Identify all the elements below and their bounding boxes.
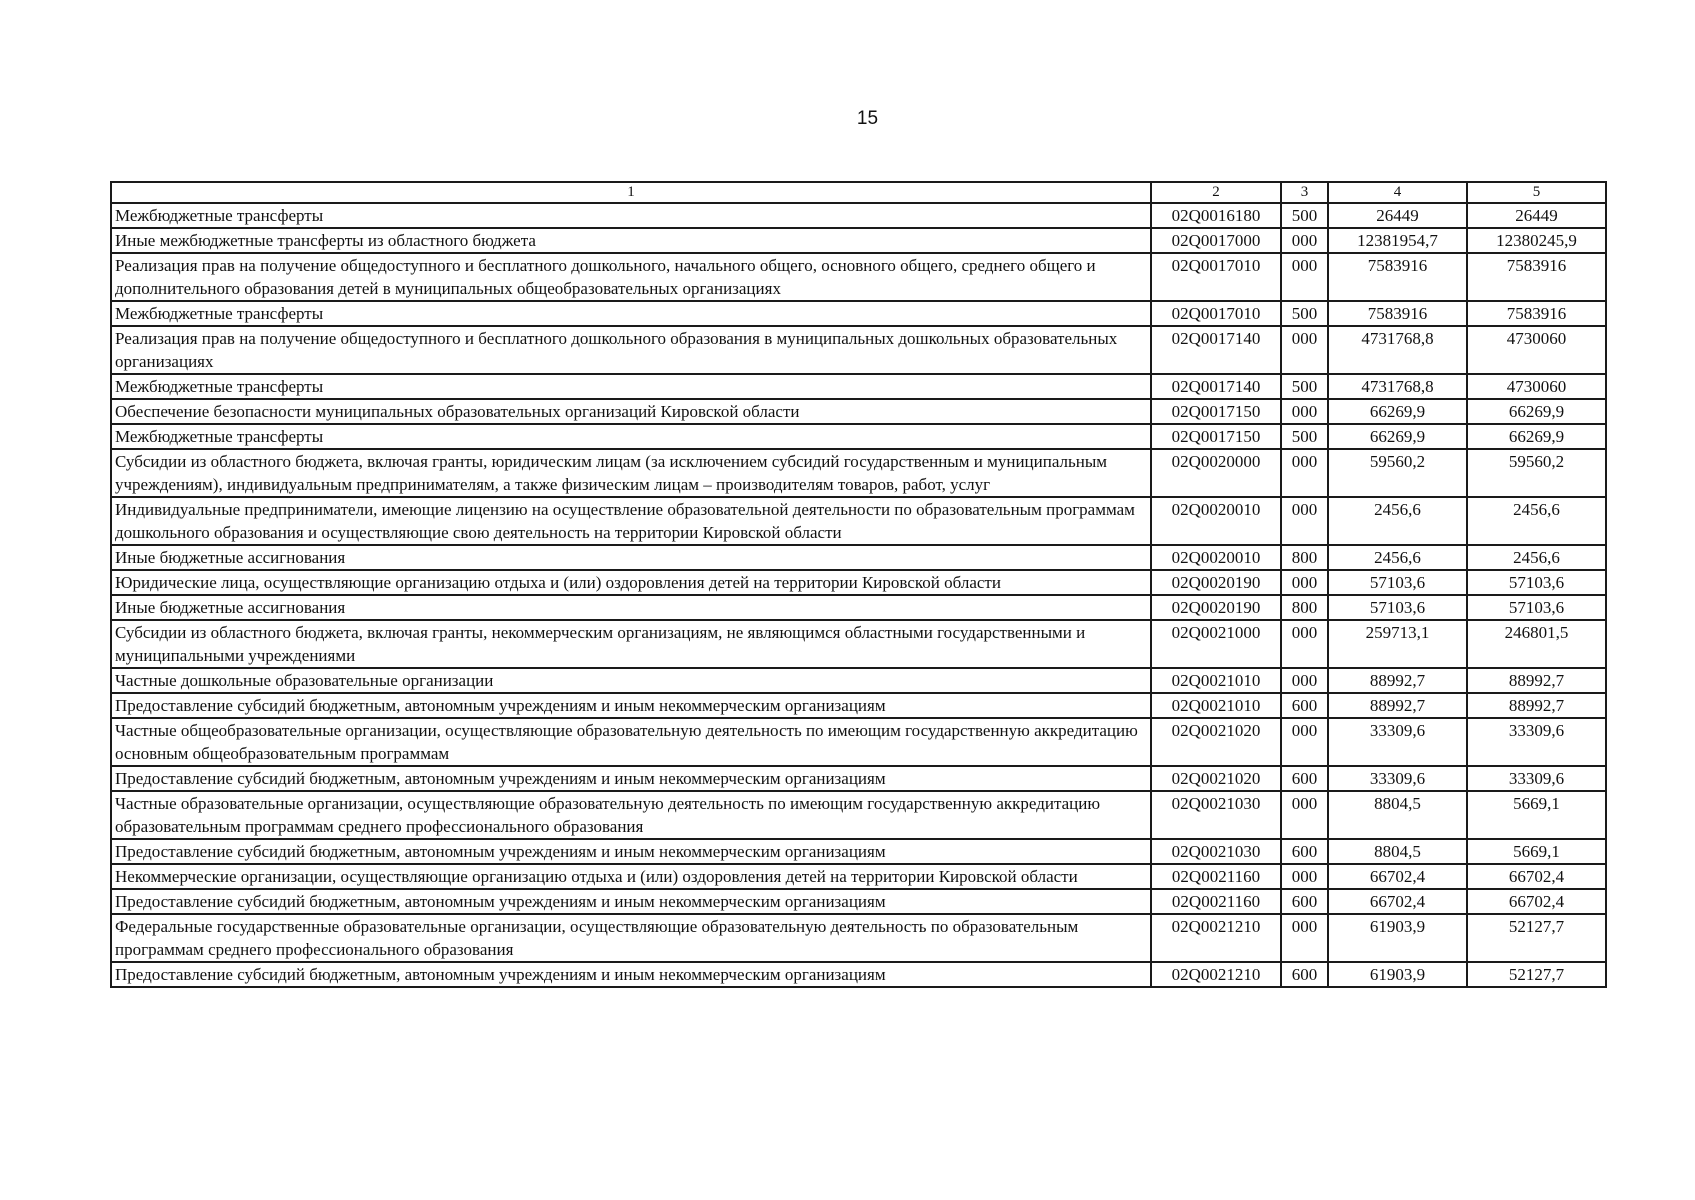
- row-value-4-cell: 33309,6: [1328, 718, 1467, 766]
- row-code-cell: 02Q0020010: [1151, 497, 1281, 545]
- row-type-cell: 000: [1281, 228, 1328, 253]
- row-name-cell: Обеспечение безопасности муниципальных образовательных организаций Кировской области: [111, 399, 1151, 424]
- row-name-cell: Субсидии из областного бюджета, включая гранты, юридическим лицам (за исключением субсидий государственным и муниципальным учреждениям), индивидуальным предпринимателям, а также физическим лицам – производителям товаров, работ, услуг: [111, 449, 1151, 497]
- table-row: [111, 668, 1606, 693]
- row-name-cell: Иные бюджетные ассигнования: [111, 595, 1151, 620]
- row-value-4-cell: 61903,9: [1328, 962, 1467, 987]
- page-number: 15: [856, 108, 879, 129]
- row-name-cell: Предоставление субсидий бюджетным, автономным учреждениям и иным некоммерческим организациям: [111, 839, 1151, 864]
- row-code-cell: 02Q0021160: [1151, 889, 1281, 914]
- row-code-cell: 02Q0021020: [1151, 766, 1281, 791]
- table-row: [111, 326, 1606, 374]
- table-row: [111, 766, 1606, 791]
- row-value-5-cell: 66702,4: [1467, 864, 1606, 889]
- row-name-cell: Предоставление субсидий бюджетным, автономным учреждениям и иным некоммерческим организациям: [111, 962, 1151, 987]
- row-value-4-cell: 7583916: [1328, 253, 1467, 301]
- row-type-cell: 800: [1281, 545, 1328, 570]
- row-name-cell: Предоставление субсидий бюджетным, автономным учреждениям и иным некоммерческим организациям: [111, 766, 1151, 791]
- row-name-cell: Межбюджетные трансферты: [111, 301, 1151, 326]
- table-row: [111, 595, 1606, 620]
- row-name-cell: Реализация прав на получение общедоступного и бесплатного дошкольного, начального общего, основного общего, среднего общего и дополнительного образования детей в муниципальных общеобразовательных организациях: [111, 253, 1151, 301]
- row-type-cell: 500: [1281, 203, 1328, 228]
- row-name-cell: Субсидии из областного бюджета, включая гранты, некоммерческим организациям, не являющимся областными государственными и муниципальными учреждениями: [111, 620, 1151, 668]
- table-row: [111, 620, 1606, 668]
- row-value-5-cell: 26449: [1467, 203, 1606, 228]
- row-name-cell: Индивидуальные предприниматели, имеющие лицензию на осуществление образовательной деятельности по образовательным программам дошкольного образования и осуществляющие свою деятельность на территории Кировской области: [111, 497, 1151, 545]
- row-code-cell: 02Q0020190: [1151, 595, 1281, 620]
- row-code-cell: 02Q0021210: [1151, 962, 1281, 987]
- row-value-5-cell: 2456,6: [1467, 545, 1606, 570]
- row-code-cell: 02Q0020000: [1151, 449, 1281, 497]
- row-value-5-cell: 57103,6: [1467, 595, 1606, 620]
- row-value-4-cell: 26449: [1328, 203, 1467, 228]
- table-header-row: [111, 182, 1606, 203]
- table-row: [111, 839, 1606, 864]
- table-row: [111, 301, 1606, 326]
- row-value-4-cell: 7583916: [1328, 301, 1467, 326]
- row-value-5-cell: 33309,6: [1467, 718, 1606, 766]
- table-row: [111, 545, 1606, 570]
- row-value-4-cell: 12381954,7: [1328, 228, 1467, 253]
- row-value-5-cell: 33309,6: [1467, 766, 1606, 791]
- row-value-5-cell: 246801,5: [1467, 620, 1606, 668]
- table-row: [111, 374, 1606, 399]
- row-value-5-cell: 66269,9: [1467, 424, 1606, 449]
- row-code-cell: 02Q0017010: [1151, 253, 1281, 301]
- table-row: [111, 228, 1606, 253]
- row-value-5-cell: 88992,7: [1467, 668, 1606, 693]
- row-code-cell: 02Q0016180: [1151, 203, 1281, 228]
- row-value-5-cell: 4730060: [1467, 374, 1606, 399]
- row-type-cell: 000: [1281, 864, 1328, 889]
- row-name-cell: Реализация прав на получение общедоступного и бесплатного дошкольного образования в муниципальных дошкольных образовательных организациях: [111, 326, 1151, 374]
- table-row: [111, 253, 1606, 301]
- row-value-4-cell: 66702,4: [1328, 864, 1467, 889]
- row-type-cell: 000: [1281, 914, 1328, 962]
- header-cell-4: 4: [1328, 182, 1467, 203]
- row-name-cell: Частные дошкольные образовательные организации: [111, 668, 1151, 693]
- row-value-5-cell: 66702,4: [1467, 889, 1606, 914]
- row-value-5-cell: 2456,6: [1467, 497, 1606, 545]
- row-value-4-cell: 88992,7: [1328, 668, 1467, 693]
- row-type-cell: 600: [1281, 962, 1328, 987]
- row-name-cell: Федеральные государственные образовательные организации, осуществляющие образовательную деятельность по образовательным программам среднего профессионального образования: [111, 914, 1151, 962]
- table-row: [111, 424, 1606, 449]
- row-value-4-cell: 33309,6: [1328, 766, 1467, 791]
- row-type-cell: 600: [1281, 839, 1328, 864]
- row-code-cell: 02Q0020010: [1151, 545, 1281, 570]
- table-row: [111, 718, 1606, 766]
- row-type-cell: 600: [1281, 693, 1328, 718]
- row-value-4-cell: 61903,9: [1328, 914, 1467, 962]
- table-row: [111, 693, 1606, 718]
- row-value-4-cell: 2456,6: [1328, 545, 1467, 570]
- row-type-cell: 000: [1281, 253, 1328, 301]
- row-value-4-cell: 66269,9: [1328, 399, 1467, 424]
- row-value-4-cell: 8804,5: [1328, 839, 1467, 864]
- table-row: [111, 791, 1606, 839]
- row-name-cell: Некоммерческие организации, осуществляющие организацию отдыха и (или) оздоровления детей на территории Кировской области: [111, 864, 1151, 889]
- row-value-5-cell: 57103,6: [1467, 570, 1606, 595]
- row-type-cell: 500: [1281, 424, 1328, 449]
- row-value-4-cell: 259713,1: [1328, 620, 1467, 668]
- row-code-cell: 02Q0021030: [1151, 839, 1281, 864]
- row-name-cell: Юридические лица, осуществляющие организацию отдыха и (или) оздоровления детей на территории Кировской области: [111, 570, 1151, 595]
- row-value-4-cell: 57103,6: [1328, 595, 1467, 620]
- header-cell-2: 2: [1151, 182, 1281, 203]
- row-code-cell: 02Q0017000: [1151, 228, 1281, 253]
- row-name-cell: Предоставление субсидий бюджетным, автономным учреждениям и иным некоммерческим организациям: [111, 693, 1151, 718]
- row-value-4-cell: 66269,9: [1328, 424, 1467, 449]
- row-value-4-cell: 4731768,8: [1328, 326, 1467, 374]
- table-row: [111, 570, 1606, 595]
- table-row: [111, 399, 1606, 424]
- table-row: [111, 449, 1606, 497]
- row-value-5-cell: 88992,7: [1467, 693, 1606, 718]
- row-type-cell: 000: [1281, 718, 1328, 766]
- row-type-cell: 800: [1281, 595, 1328, 620]
- row-code-cell: 02Q0017150: [1151, 424, 1281, 449]
- row-type-cell: 000: [1281, 497, 1328, 545]
- table-row: [111, 864, 1606, 889]
- row-type-cell: 000: [1281, 326, 1328, 374]
- row-code-cell: 02Q0021030: [1151, 791, 1281, 839]
- row-name-cell: Межбюджетные трансферты: [111, 424, 1151, 449]
- table-row: [111, 889, 1606, 914]
- row-code-cell: 02Q0020190: [1151, 570, 1281, 595]
- row-value-4-cell: 66702,4: [1328, 889, 1467, 914]
- row-type-cell: 000: [1281, 449, 1328, 497]
- row-value-4-cell: 8804,5: [1328, 791, 1467, 839]
- row-code-cell: 02Q0017150: [1151, 399, 1281, 424]
- budget-table: [110, 181, 1607, 988]
- row-value-4-cell: 88992,7: [1328, 693, 1467, 718]
- row-type-cell: 500: [1281, 374, 1328, 399]
- row-type-cell: 000: [1281, 399, 1328, 424]
- row-value-4-cell: 57103,6: [1328, 570, 1467, 595]
- row-name-cell: Предоставление субсидий бюджетным, автономным учреждениям и иным некоммерческим организациям: [111, 889, 1151, 914]
- row-name-cell: Частные образовательные организации, осуществляющие образовательную деятельность по имеющим государственную аккредитацию образовательным программам среднего профессионального образования: [111, 791, 1151, 839]
- row-code-cell: 02Q0017140: [1151, 374, 1281, 399]
- row-value-5-cell: 66269,9: [1467, 399, 1606, 424]
- table-row: [111, 962, 1606, 987]
- row-code-cell: 02Q0017140: [1151, 326, 1281, 374]
- row-name-cell: Иные межбюджетные трансферты из областного бюджета: [111, 228, 1151, 253]
- row-type-cell: 000: [1281, 570, 1328, 595]
- row-value-5-cell: 52127,7: [1467, 962, 1606, 987]
- row-code-cell: 02Q0021010: [1151, 693, 1281, 718]
- row-value-5-cell: 12380245,9: [1467, 228, 1606, 253]
- table-row: [111, 497, 1606, 545]
- row-value-5-cell: 7583916: [1467, 253, 1606, 301]
- row-code-cell: 02Q0021000: [1151, 620, 1281, 668]
- header-cell-1: 1: [111, 182, 1151, 203]
- row-type-cell: 500: [1281, 301, 1328, 326]
- table-row: [111, 914, 1606, 962]
- row-type-cell: 000: [1281, 791, 1328, 839]
- row-value-4-cell: 59560,2: [1328, 449, 1467, 497]
- row-value-5-cell: 52127,7: [1467, 914, 1606, 962]
- row-value-5-cell: 5669,1: [1467, 839, 1606, 864]
- row-code-cell: 02Q0021020: [1151, 718, 1281, 766]
- row-code-cell: 02Q0021010: [1151, 668, 1281, 693]
- row-value-4-cell: 2456,6: [1328, 497, 1467, 545]
- row-name-cell: Межбюджетные трансферты: [111, 203, 1151, 228]
- row-value-4-cell: 4731768,8: [1328, 374, 1467, 399]
- row-type-cell: 000: [1281, 620, 1328, 668]
- header-cell-3: 3: [1281, 182, 1328, 203]
- row-code-cell: 02Q0021210: [1151, 914, 1281, 962]
- row-value-5-cell: 5669,1: [1467, 791, 1606, 839]
- row-type-cell: 600: [1281, 766, 1328, 791]
- row-value-5-cell: 59560,2: [1467, 449, 1606, 497]
- row-name-cell: Иные бюджетные ассигнования: [111, 545, 1151, 570]
- row-name-cell: Частные общеобразовательные организации, осуществляющие образовательную деятельность по имеющим государственную аккредитацию основным общеобразовательным программам: [111, 718, 1151, 766]
- row-value-5-cell: 4730060: [1467, 326, 1606, 374]
- header-cell-5: 5: [1467, 182, 1606, 203]
- row-code-cell: 02Q0021160: [1151, 864, 1281, 889]
- table-row: [111, 203, 1606, 228]
- row-type-cell: 000: [1281, 668, 1328, 693]
- row-value-5-cell: 7583916: [1467, 301, 1606, 326]
- row-name-cell: Межбюджетные трансферты: [111, 374, 1151, 399]
- row-type-cell: 600: [1281, 889, 1328, 914]
- row-code-cell: 02Q0017010: [1151, 301, 1281, 326]
